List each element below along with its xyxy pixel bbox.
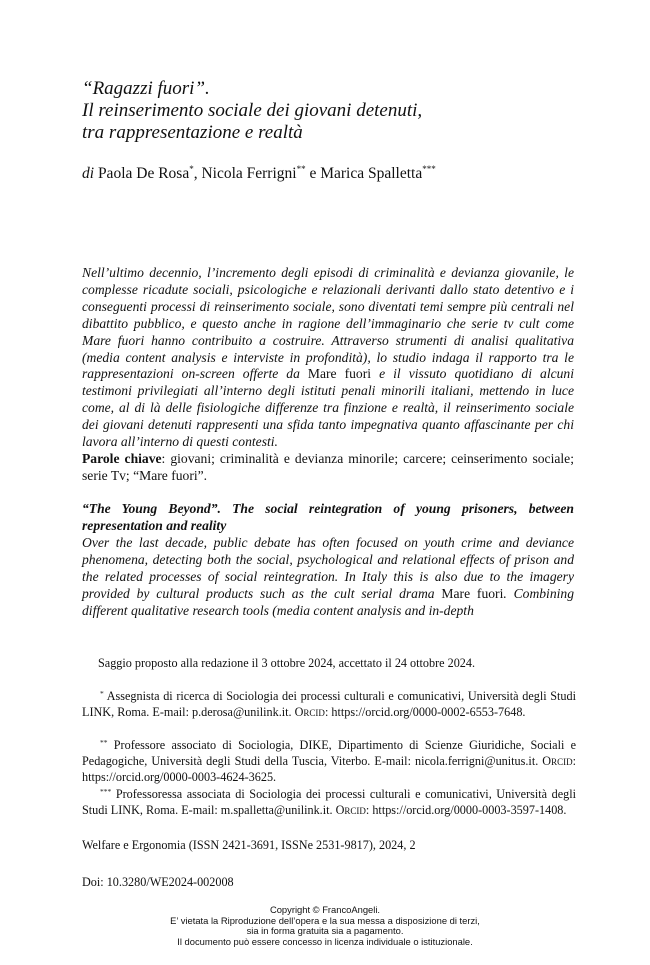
author-prefix: di: [82, 165, 95, 182]
footnote-mark: **: [100, 738, 108, 747]
submission-note: Saggio proposto alla redazione il 3 ottobre 2024, accettato il 24 ottobre 2024.: [98, 656, 476, 670]
footnote-1: [82, 686, 576, 720]
footnote-text: : https://orcid.org/0000-0002-6553-7648.: [324, 705, 526, 720]
footnote-mark: *: [100, 689, 104, 698]
copyright-notice: [0, 905, 650, 947]
article-title: [82, 78, 562, 144]
author-2-mark: **: [296, 164, 306, 174]
keywords-text: : giovani; criminalità e devianza minorile; carcere; ceinserimento sociale; serie Tv; “Mare fuori”.: [82, 451, 574, 483]
footnote-mark: ***: [100, 787, 112, 796]
footnote-text: Assegnista di ricerca di Sociologia dei processi culturali e comunicativi, Università degli Studi LINK, Roma. E-mail: p.derosa@unilink.it.: [82, 689, 576, 720]
journal-citation: Welfare e Ergonomia (ISSN 2421-3691, ISSNe 2531-9817), 2024, 2: [82, 838, 416, 852]
author-2: Nicola Ferrigni: [201, 165, 297, 182]
author-3: Marica Spalletta: [320, 165, 423, 182]
author-sep: ,: [193, 165, 202, 182]
author-3-mark: ***: [422, 164, 436, 174]
abstract-text: e il vissuto quotidiano di alcuni testimoni privilegiati all’interno degli istituti penali minorili italiani, mettendo in luce come, al di là delle fisiologiche differenze tra finzione e realtà, il reinserimento sociale dei giovani detenuti rappresenti una sfida tanto impegnativa quanto affascinante per chi lavora all’interno di questi contesti.: [82, 366, 574, 450]
abstract-text: hanno contribuito a costruire. Attraverso strumenti di analisi qualitativa (media content analysis e interviste in profondità), lo studio indaga il rapporto tra le rappresentazioni on-screen offerte da: [82, 332, 575, 382]
footnote-text: Professoressa associata di Sociologia dei processi culturali e comunicativi, Università degli Studi LINK, Roma. E-mail: m.spalletta@unilink.it.: [82, 787, 576, 818]
title-line-3: tra rappresentazione e realtà: [82, 122, 303, 143]
title-line-2: Il reinserimento sociale dei giovani detenuti,: [82, 100, 423, 121]
author-1: Paola De Rosa: [97, 165, 190, 182]
orcid-label: Orcid: [542, 754, 573, 769]
copyright-line: sia in forma gratuita sia a pagamento.: [246, 925, 404, 937]
author-line: [82, 164, 436, 183]
footnote-3: [82, 784, 576, 818]
abstract-italian: [82, 265, 574, 451]
abstract-en-text: Over the last decade, public debate has often focused on youth crime and deviance phenomena, detecting both the social, psychological and relational effects of prison and the related processes of social reintegration. In Italy this is also due to the imagery provided by cultural products such as the cult serial drama: [82, 535, 574, 601]
abstract-en-text: . Combining different qualitative research tools (media content analysis and in-depth: [82, 585, 574, 618]
copyright-line: Copyright © FrancoAngeli.: [269, 904, 381, 915]
orcid-label: Orcid: [294, 705, 325, 720]
abstract-series-title: Mare fuori: [307, 366, 372, 382]
title-line-1: “Ragazzi fuori”.: [82, 78, 210, 99]
english-title: “The Young Beyond”. The social reintegration of young prisoners, between representation and reality: [82, 501, 574, 533]
copyright-line: E’ vietata la Riproduzione dell’opera e la sua messa a disposizione di terzi,: [170, 914, 480, 926]
keywords-label: Parole chiave: [82, 451, 162, 466]
author-1-mark: *: [189, 164, 194, 174]
doi-line: Doi: 10.3280/WE2024-002008: [82, 875, 234, 889]
abstract-text: Nell’ultimo decennio, l’incremento degli episodi di criminalità e devianza giovanile, le complesse ricadute sociali, psicologiche e relazionali derivanti dallo stato detentivo e i conseguenti processi di reinserimento sociale, sono diventati temi sempre più centrali nel dibattito pubblico, e questo anche in ragione dell’immaginario che serie tv cult come: [82, 265, 574, 331]
footnote-text: : https://orcid.org/0000-0003-4624-3625.: [82, 754, 576, 785]
abstract-en-series-title: Mare fuori: [441, 585, 504, 601]
footnote-2: [82, 735, 576, 786]
keywords: [82, 451, 574, 485]
footnote-text: Professore associato di Sociologia, DIKE, Dipartimento di Scienze Giuridiche, Sociali e Pedagogiche, Università degli Studi della Tuscia, Viterbo. E-mail: nicola.ferrigni@unitus.it.: [82, 738, 577, 769]
footnote-text: : https://orcid.org/0000-0003-3597-1408.: [365, 803, 567, 818]
author-sep: e: [305, 165, 321, 182]
copyright-line: Il documento può essere concesso in licenza individuale o istituzionale.: [177, 935, 473, 947]
abstract-english: [82, 535, 574, 620]
orcid-label: Orcid: [335, 803, 366, 818]
abstract-series-title: Mare fuori: [82, 332, 145, 348]
